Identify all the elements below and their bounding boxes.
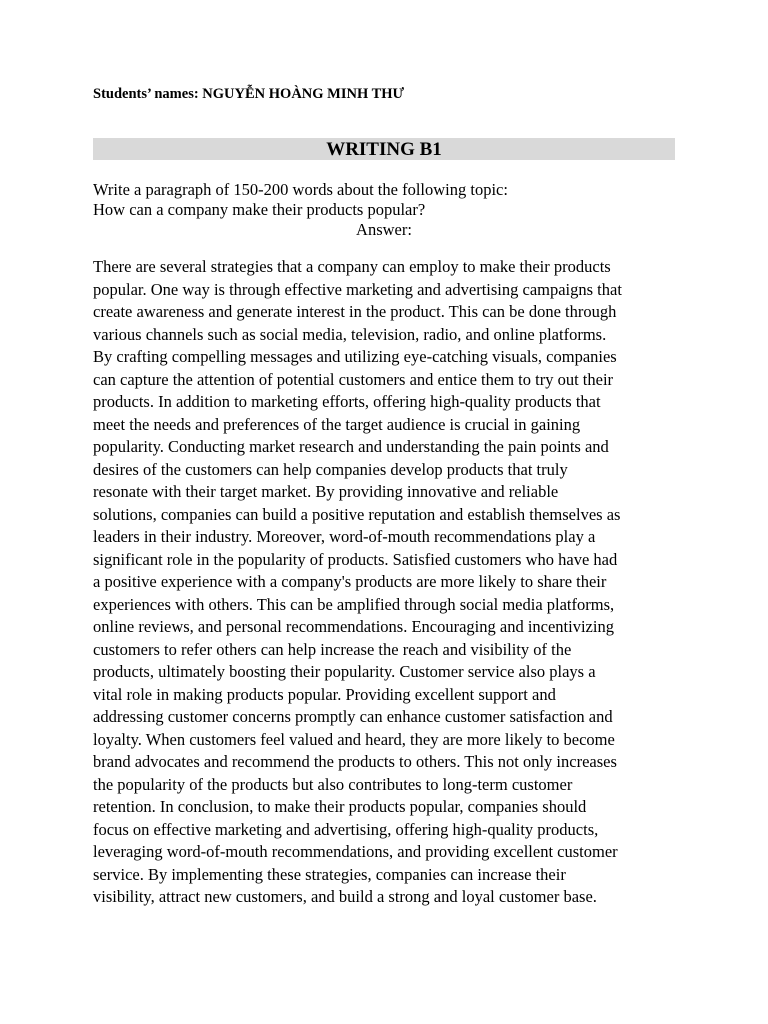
answer-paragraph [93,256,683,909]
paragraph-line: various channels such as social media, television, radio, and online platforms. [93,324,607,344]
prompt-topic: How can a company make their products popular? [93,200,426,219]
paragraph-line: retention. In conclusion, to make their products popular, companies should [93,797,587,816]
paragraph-line: online reviews, and personal recommendations. Encouraging and incentivizing [93,617,614,636]
paragraph-line: products, ultimately boosting their popularity. Customer service also plays a [93,662,596,681]
paragraph-line: leaders in their industry. Moreover, word-of-mouth recommendations play a [93,527,596,546]
writing-prompt [93,180,675,240]
paragraph-line: addressing customer concerns promptly can enhance customer satisfaction and [93,707,613,726]
paragraph-line: significant role in the popularity of products. Satisfied customers who have had [93,549,618,569]
paragraph-line: loyalty. When customers feel valued and heard, they are more likely to become [93,729,615,749]
paragraph-line: the popularity of the products but also contributes to long-term customer [93,774,573,794]
answer-label: Answer: [356,220,412,239]
paragraph-line: There are several strategies that a company can employ to make their products [93,257,611,276]
paragraph-line: leveraging word-of-mouth recommendations, and providing excellent customer [93,842,618,861]
paragraph-line: products. In addition to marketing efforts, offering high-quality products that [93,392,601,411]
title-bar [93,138,675,160]
paragraph-line: popularity. Conducting market research and understanding the pain points and [93,437,609,456]
page-title: WRITING B1 [326,139,442,160]
paragraph-line: resonate with their target market. By providing innovative and reliable [93,482,559,501]
paragraph-line: vital role in making products popular. Providing excellent support and [93,684,556,704]
paragraph-line: create awareness and generate interest in the product. This can be done through [93,302,617,321]
paragraph-line: brand advocates and recommend the products to others. This not only increases [93,752,617,771]
paragraph-line: desires of the customers can help companies develop products that truly [93,459,568,479]
paragraph-line: can capture the attention of potential customers and entice them to try out their [93,369,614,389]
paragraph-line: popular. One way is through effective marketing and advertising campaigns that [93,279,622,299]
paragraph-line: meet the needs and preferences of the target audience is crucial in gaining [93,414,581,434]
paragraph-line: By crafting compelling messages and utilizing eye-catching visuals, companies [93,347,617,366]
paragraph-line: focus on effective marketing and advertising, offering high-quality products, [93,819,599,839]
paragraph-line: solutions, companies can build a positive reputation and establish themselves as [93,504,621,524]
paragraph-line: visibility, attract new customers, and build a strong and loyal customer base. [93,887,597,906]
prompt-instruction: Write a paragraph of 150-200 words about the following topic: [93,180,508,199]
paragraph-line: a positive experience with a company's products are more likely to share their [93,572,607,591]
paragraph-line: experiences with others. This can be amplified through social media platforms, [93,594,615,614]
paragraph-line: service. By implementing these strategies, companies can increase their [93,864,566,884]
paragraph-line: customers to refer others can help increase the reach and visibility of the [93,639,572,659]
students-names: Students’ names: NGUYỄN HOÀNG MINH THƯ [93,86,405,102]
